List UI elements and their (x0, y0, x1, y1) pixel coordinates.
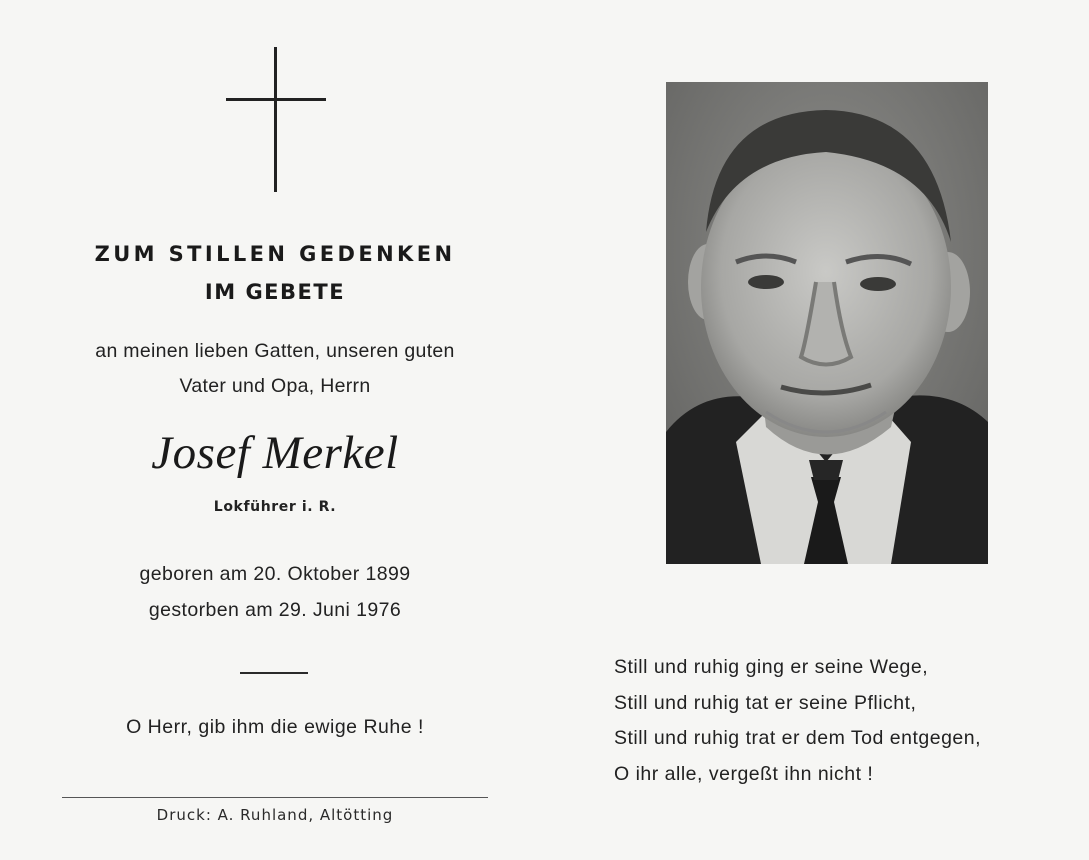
birth-date: geboren am 20. Oktober 1899 (139, 563, 411, 585)
deceased-name: Josef Merkel (151, 427, 399, 479)
life-dates (40, 556, 510, 628)
divider-long (62, 797, 488, 798)
cross-icon (226, 47, 326, 192)
poem (614, 650, 1074, 792)
death-date: gestorben am 29. Juni 1976 (148, 599, 402, 621)
poem-line: Still und ruhig tat er seine Pflicht, (614, 691, 917, 714)
portrait-illustration (666, 82, 988, 564)
heading-line-2: IM GEBETE (204, 280, 346, 304)
portrait-photo (666, 82, 988, 564)
poem-line: O ihr alle, vergeßt ihn nicht ! (614, 762, 874, 785)
intro-line-1: an meinen lieben Gatten, unseren guten (95, 340, 455, 362)
heading-line-1: ZUM STILLEN GEDENKEN (94, 242, 456, 266)
intro-text (40, 334, 510, 404)
divider-short (240, 672, 308, 674)
intro-line-2: Vater und Opa, Herrn (179, 375, 371, 397)
prayer-text: O Herr, gib ihm die ewige Ruhe ! (126, 716, 424, 738)
poem-line: Still und ruhig trat er dem Tod entgegen, (614, 727, 982, 749)
printer-credit: Druck: A. Ruhland, Altötting (156, 806, 394, 824)
poem-line: Still und ruhig ging er seine Wege, (614, 656, 929, 678)
deceased-title: Lokführer i. R. (213, 499, 337, 515)
